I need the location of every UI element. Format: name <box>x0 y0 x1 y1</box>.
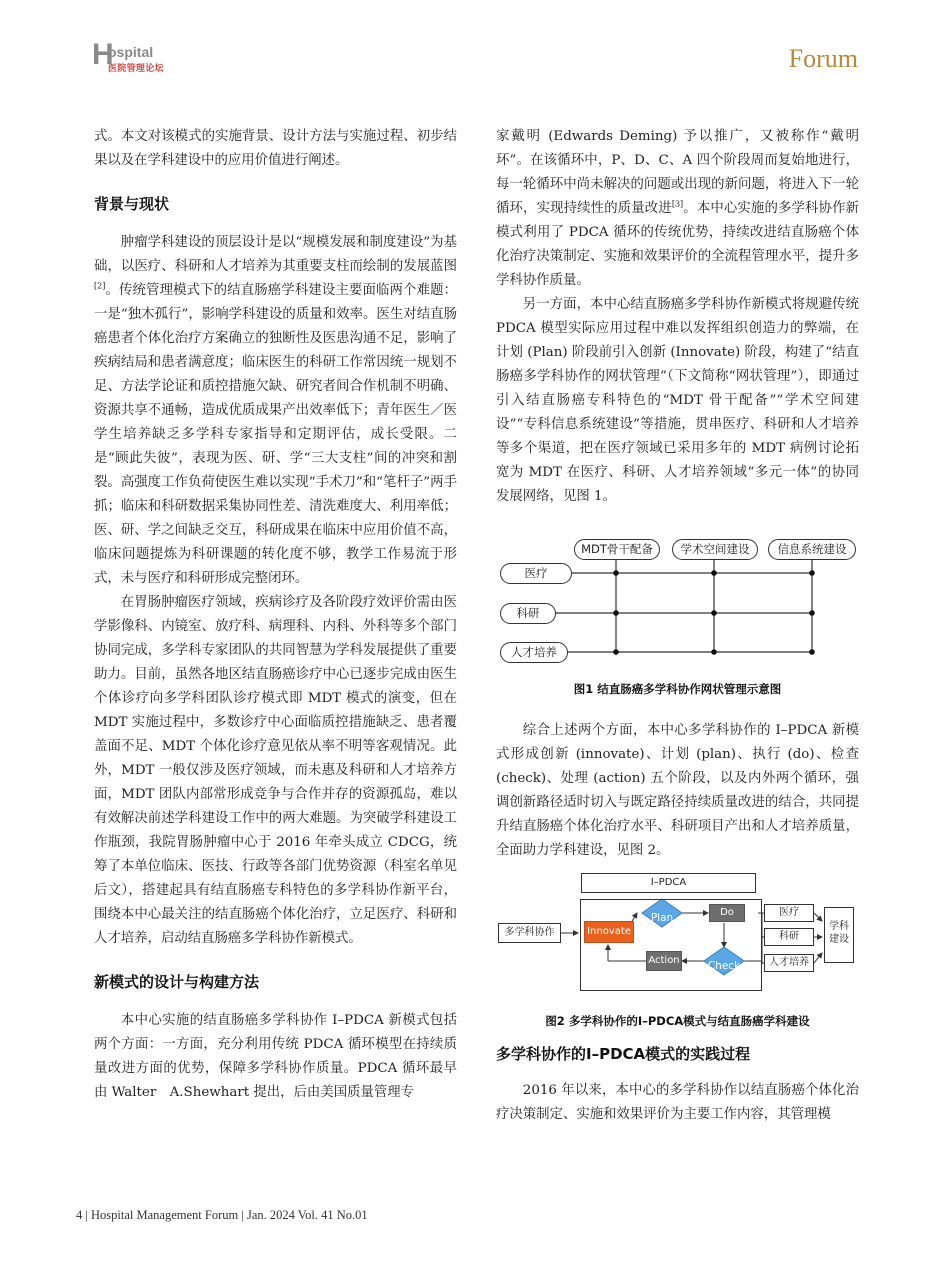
left-column <box>94 125 457 1105</box>
citation-ref: [2] <box>94 281 106 291</box>
section-heading-practice: 多学科协作的I–PDCA模式的实践过程 <box>496 1045 751 1063</box>
plan-label: Plan <box>650 912 674 924</box>
paragraph-text: 家戴明 (Edwards Deming) 予以推广，又被称作“戴明环”。在该循环中，P、D、C、A 四个阶段周而复始地进行，每一轮循环中尚未解决的问题或出现的新问题，将进入下一轮循环，实现持续性的质量改进 <box>496 129 859 216</box>
paragraph-pdca-history <box>496 125 859 293</box>
paragraph-network-management: 另一方面，本中心结直肠癌多学科协作新模式将规避传统PDCA 模型实际应用过程中难以发挥组织创造力的弊端，在计划 (Plan) 阶段前引入创新 (Innovate) 阶段，构建了“结直肠癌多学科协作的网状管理”（下文简称“网状管理”），即通过引入结直肠癌专科特色的“MDT 骨干配备”“学术空间建设”“专科信息系统建设”等措施，贯串医疗、科研和人才培养等多个渠道，把在医疗领域已采用多年的 MDT 病例讨论拓宽为 MDT 在医疗、科研、人才培养领域“多元一体”的协同发展网络，见图 1。 <box>496 297 859 504</box>
action-box: Action <box>646 951 682 971</box>
discipline-construction-box <box>824 907 854 963</box>
node-academic-space: 学术空间建设 <box>672 539 758 560</box>
innovate-box: Innovate <box>584 921 634 943</box>
journal-logo <box>92 38 172 74</box>
input-multidisciplinary-box: 多学科协作 <box>498 923 561 943</box>
figure-1-network-diagram <box>496 533 859 663</box>
logo-chinese: 医院管理论坛 <box>108 64 164 74</box>
do-box: Do <box>709 904 745 922</box>
section-heading-design: 新模式的设计与构建方法 <box>94 973 260 991</box>
intro-paragraph: 式。本文对该模式的实施背景、设计方法与实施过程、初步结果以及在学科建设中的应用价值进行阐述。 <box>94 129 457 168</box>
paragraph-text: 肿瘤学科建设的顶层设计是以“规模发展和制度建设”为基础，以医疗、科研和人才培养为其重要支柱而绘制的发展蓝图 <box>94 235 457 274</box>
discipline-line-1: 学科 <box>829 921 849 932</box>
paragraph-background-1 <box>94 231 457 591</box>
citation-ref: [3] <box>671 199 684 209</box>
logo-word: ospital <box>108 44 154 60</box>
figure-2-ipdca-diagram <box>496 873 859 1001</box>
node-info-system: 信息系统建设 <box>768 539 856 560</box>
output-talent-box: 人才培养 <box>764 954 814 972</box>
figure-1-caption: 图1 结直肠癌多学科协作网状管理示意图 <box>573 682 782 696</box>
discipline-line-2: 建设 <box>829 934 849 945</box>
output-research-box: 科研 <box>764 928 814 946</box>
output-medical-box: 医疗 <box>764 904 814 922</box>
paragraph-text: 。传统管理模式下的结直肠癌学科建设主要面临两个难题：一是“独木孤行”，影响学科建设的质量和效率。医生对结直肠癌患者个体化治疗方案确立的独断性及医患沟通不足，影响了疾病结局和患者满意度；临床医生的科研工作常因统一规划不足、方法学论证和质控措施欠缺、研究者间合作机制不明确、资源共享不通畅，造成优质成果产出效率低下；青年医生／医学生培养缺乏多学科专家指导和定期评估，成长受限。二是“顾此失彼”，表现为医、研、学“三大支柱”间的冲突和割裂。高强度工作负荷使医生难以实现“手术刀”和“笔杆子”两手抓；临床和科研数据采集协同性差、清洗难度大、利用率低；医、研、学之间缺乏交互，科研成果在临床中应用价值不高，临床问题提炼为科研课题的转化度不够，教学工作易流于形式，未与医疗和科研形成完整闭环。 <box>94 283 457 586</box>
figure-2-caption: 图2 多学科协作的I–PDCA模式与结直肠癌学科建设 <box>545 1014 810 1028</box>
paragraph-design-1: 本中心实施的结直肠癌多学科协作 I–PDCA 新模式包括两个方面：一方面，充分利用传统 PDCA 循环模型在持续质量改进方面的优势，保障多学科协作质量。PDCA 循环最早由 Walter A.Shewhart 提出，后由美国质量管理专 <box>94 1013 457 1100</box>
header-forum-label: Forum <box>788 44 858 73</box>
node-mdt-backbone: MDT骨干配备 <box>574 539 660 560</box>
section-heading-background: 背景与现状 <box>94 195 170 213</box>
node-medical: 医疗 <box>500 563 572 584</box>
node-research: 科研 <box>500 603 556 624</box>
ipdca-title-box: I–PDCA <box>581 873 756 893</box>
paragraph-text: 。本中心实施的多学科协作新模式利用了 PDCA 循环的传统优势，持续改进结直肠癌个体化治疗决策制定、实施和效果评价的全流程管理水平，提升多学科协作质量。 <box>496 201 859 288</box>
paragraph-background-2: 在胃肠肿瘤医疗领域，疾病诊疗及各阶段疗效评价需由医学影像科、内镜室、放疗科、病理科、内科、外科等多个部门协同完成，多学科专家团队的共同智慧为学科发展提供了重要助力。目前，虽然各地区结直肠癌诊疗中心已逐步完成由医生个体诊疗向多学科团队诊疗模式即 MDT 模式的演变，但在 MDT 实施过程中，多数诊疗中心面临质控措施缺乏、患者覆盖面不足、MDT 个体化诊疗意见依从率不明等客观情况。此外，MDT 一般仅涉及医疗领域，而未惠及科研和人才培养方面，MDT 团队内部常形成竞争与合作并存的资源孤岛，难以有效解决前述学科建设工作中的两大难题。为突破学科建设工作瓶颈，我院胃肠肿瘤中心于 2016 年牵头成立 CDCG，统筹了本单位临床、医技、行政等各部门优势资源（科室名单见后文），搭建起具有结直肠癌专科特色的多学科协作新平台，围绕本中心最关注的结直肠癌个体化治疗，立足医疗、科研和人才培养，启动结直肠癌多学科协作新模式。 <box>94 595 457 946</box>
node-talent: 人才培养 <box>500 642 568 663</box>
check-label: Check <box>707 960 741 972</box>
paragraph-practice-1: 2016 年以来，本中心的多学科协作以结直肠癌个体化治疗决策制定、实施和效果评价为主要工作内容，其管理模 <box>496 1083 859 1122</box>
right-column <box>496 125 859 1127</box>
paragraph-ipdca-summary: 综合上述两个方面，本中心多学科协作的 I–PDCA 新模式形成创新 (innovate)、计划 (plan)、执行 (do)、检查 (check)、处理 (action) 五个阶段，以及内外两个循环，强调创新路径适时切入与既定路径持续质量改进的结合，共同提升结直肠癌个体化治疗水平、科研项目产出和人才培养质量，全面助力学科建设，见图 2。 <box>496 723 859 858</box>
page-footer: 4 | Hospital Management Forum | Jan. 2024 Vol. 41 No.01 <box>76 1208 368 1222</box>
logo-letter-h: H <box>92 38 114 71</box>
